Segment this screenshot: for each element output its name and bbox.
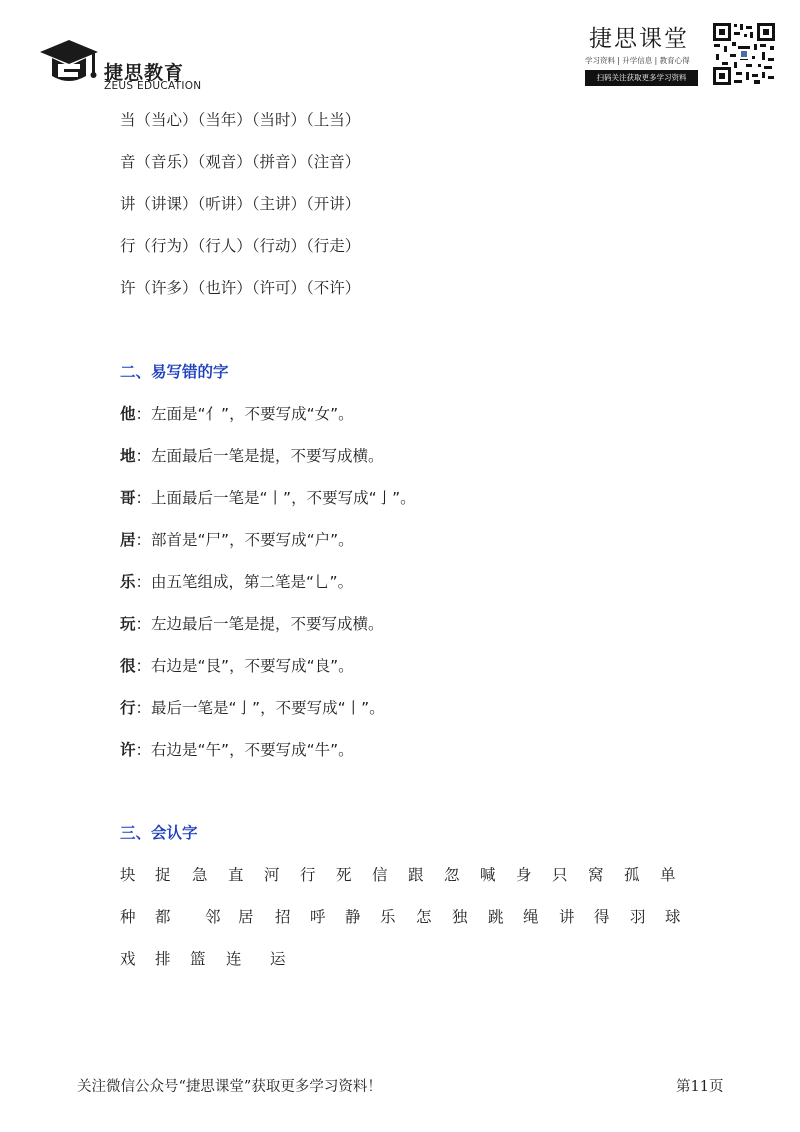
qr-code-icon xyxy=(712,22,776,86)
error-prone-char: 许 xyxy=(120,741,136,759)
recognize-char: 戏 xyxy=(120,950,136,968)
recognize-char: 跳 xyxy=(488,908,504,926)
recognize-char: 直 xyxy=(228,866,244,884)
word-group-line: 音（音乐）（观音）（拼音）（注音） xyxy=(120,153,361,171)
recognize-char: 捉 xyxy=(155,866,171,884)
error-prone-note: ：左边最后一笔是提，不要写成横。 xyxy=(135,615,384,633)
logo-english-name: ZEUS EDUCATION xyxy=(104,80,202,92)
graduation-cap-logo-icon xyxy=(38,36,100,92)
page-number: 第11页 xyxy=(676,1079,724,1095)
recognize-char: 羽 xyxy=(630,908,646,926)
error-prone-note: ：最后一笔是“亅”，不要写成“丨”。 xyxy=(135,699,385,717)
brand-tags: 学习资料 | 升学信息 | 教育心得 xyxy=(585,56,690,65)
error-prone-note: ：由五笔组成，第二笔是“乚”。 xyxy=(135,573,354,591)
error-prone-char: 很 xyxy=(120,657,136,675)
error-prone-note: ：右边是“午”，不要写成“牛”。 xyxy=(135,741,354,759)
error-prone-note: ：左面是“亻”，不要写成“女”。 xyxy=(135,405,354,423)
word-group-line: 行（行为）（行人）（行动）（行走） xyxy=(120,237,361,255)
recognize-char: 信 xyxy=(372,866,388,884)
recognize-char: 身 xyxy=(516,866,532,884)
word-group-line: 当（当心）（当年）（当时）（上当） xyxy=(120,111,361,129)
error-prone-char: 居 xyxy=(120,531,136,549)
recognize-char: 乐 xyxy=(380,908,396,926)
error-prone-item xyxy=(120,570,353,592)
recognize-char: 连 xyxy=(226,950,242,968)
recognize-char: 孤 xyxy=(624,866,640,884)
recognize-char: 都 xyxy=(155,908,171,926)
error-prone-item xyxy=(120,528,354,550)
zeus-logo xyxy=(38,36,218,96)
recognize-char: 怎 xyxy=(416,908,432,926)
error-prone-note: ：左面最后一笔是提，不要写成横。 xyxy=(135,447,384,465)
recognize-char: 运 xyxy=(270,950,286,968)
error-prone-item xyxy=(120,444,384,466)
brand-bar: 扫码关注获取更多学习资料 xyxy=(585,70,698,86)
error-prone-item xyxy=(120,696,385,718)
word-group-line: 许（许多）（也许）（许可）（不许） xyxy=(120,279,361,297)
recognize-row xyxy=(120,905,720,929)
recognize-row xyxy=(120,863,720,887)
recognize-char: 独 xyxy=(452,908,468,926)
recognize-row xyxy=(120,947,720,971)
recognize-char: 排 xyxy=(155,950,171,968)
error-prone-item xyxy=(120,612,384,634)
error-prone-char: 行 xyxy=(120,699,136,717)
error-prone-char: 他 xyxy=(120,405,136,423)
recognize-char: 静 xyxy=(345,908,361,926)
recognize-char: 喊 xyxy=(480,866,496,884)
recognize-char: 死 xyxy=(336,866,352,884)
error-prone-char: 玩 xyxy=(120,615,136,633)
recognize-char: 忽 xyxy=(444,866,460,884)
word-group-line: 讲（讲课）（听讲）（主讲）（开讲） xyxy=(120,195,361,213)
recognize-char: 讲 xyxy=(559,908,575,926)
recognize-char: 块 xyxy=(120,866,136,884)
error-prone-char: 哥 xyxy=(120,489,136,507)
error-prone-item xyxy=(120,486,416,508)
recognize-char: 单 xyxy=(660,866,676,884)
section-title-error-prone: 二、易写错的字 xyxy=(120,363,229,381)
error-prone-item xyxy=(120,402,354,424)
recognize-char: 居 xyxy=(238,908,254,926)
recognize-char: 只 xyxy=(552,866,568,884)
recognize-char: 跟 xyxy=(408,866,424,884)
recognize-char: 急 xyxy=(192,866,208,884)
brand-name: 捷思课堂 xyxy=(589,26,689,52)
recognize-char: 招 xyxy=(275,908,291,926)
section-title-recognize: 三、会认字 xyxy=(120,824,198,842)
error-prone-char: 乐 xyxy=(120,573,136,591)
error-prone-item xyxy=(120,738,354,760)
brand-block xyxy=(583,20,701,90)
error-prone-item xyxy=(120,654,354,676)
recognize-char: 得 xyxy=(594,908,610,926)
footer-promo: 关注微信公众号“捷思课堂”获取更多学习资料！ xyxy=(77,1079,382,1095)
error-prone-note: ：部首是“尸”，不要写成“户”。 xyxy=(135,531,354,549)
recognize-char: 窝 xyxy=(588,866,604,884)
recognize-char: 篮 xyxy=(190,950,206,968)
recognize-char: 河 xyxy=(264,866,280,884)
recognize-char: 球 xyxy=(665,908,681,926)
error-prone-note: ：右边是“艮”，不要写成“良”。 xyxy=(135,657,354,675)
recognize-char: 种 xyxy=(120,908,136,926)
error-prone-note: ：上面最后一笔是“丨”，不要写成“亅”。 xyxy=(135,489,416,507)
recognize-char: 绳 xyxy=(523,908,539,926)
recognize-char: 呼 xyxy=(310,908,326,926)
recognize-char: 行 xyxy=(300,866,316,884)
error-prone-char: 地 xyxy=(120,447,136,465)
recognize-char: 邻 xyxy=(205,908,221,926)
logo-chinese-name: 捷思教育 xyxy=(104,62,185,84)
